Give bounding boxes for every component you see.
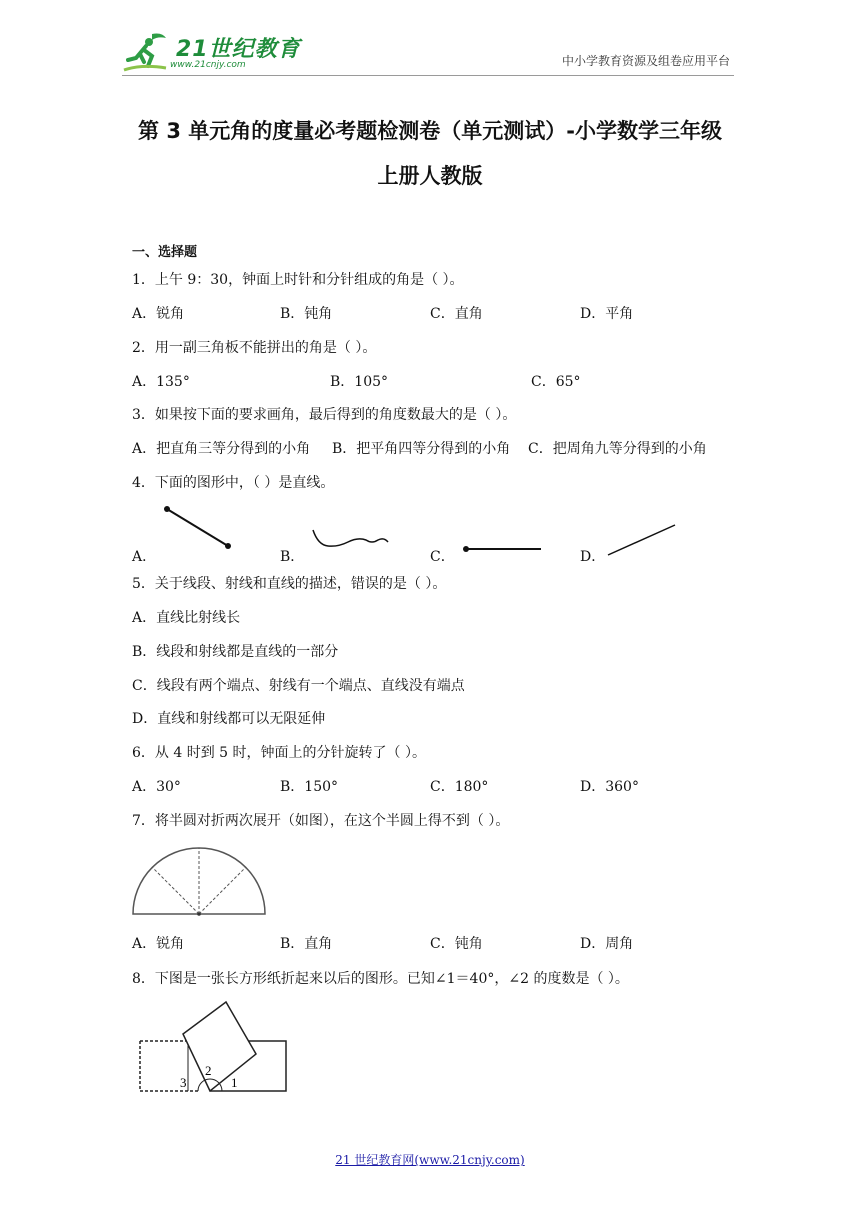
question-stem: 4．下面的图形中，（ ）是直线。: [132, 475, 335, 491]
angle-label-3: 3: [180, 1075, 187, 1090]
logo-url: www.21cnjy.com: [170, 60, 246, 70]
question-stem: 5．关于线段、射线和直线的描述，错误的是（ ）。: [132, 576, 447, 592]
option-b[interactable]: B．线段和射线都是直线的一部分: [132, 644, 339, 660]
footer: [0, 1151, 860, 1168]
question-stem: 3．如果按下面的要求画角，最后得到的角度数最大的是（ ）。: [132, 407, 517, 423]
option-c[interactable]: C．180°: [430, 779, 489, 795]
option-a[interactable]: A．锐角: [132, 936, 185, 952]
logo-text: 21世纪教育: [176, 37, 301, 62]
option-b[interactable]: B．: [280, 549, 305, 565]
segment-figure-a: [164, 506, 231, 549]
option-b[interactable]: B．直角: [280, 936, 333, 952]
option-d[interactable]: D．周角: [580, 936, 634, 952]
option-a[interactable]: A．把直角三等分得到的小角: [132, 441, 311, 457]
question-stem: 1．上午 9：30，钟面上时针和分针组成的角是（ ）。: [132, 272, 464, 288]
option-c[interactable]: C．直角: [430, 306, 483, 322]
option-c[interactable]: C．线段有两个端点、射线有一个端点、直线没有端点: [132, 678, 465, 694]
section-heading: 一、选择题: [132, 245, 198, 260]
semicircle-figure: [128, 842, 270, 918]
option-a[interactable]: A．: [132, 549, 157, 565]
option-c[interactable]: C．: [430, 549, 455, 565]
angle-label-2: 2: [205, 1063, 212, 1078]
line-figure-d: [608, 525, 675, 555]
option-c[interactable]: C．65°: [531, 374, 581, 390]
question-stem: 6．从 4 时到 5 时，钟面上的分针旋转了（ ）。: [132, 745, 426, 761]
option-d[interactable]: D．平角: [580, 306, 634, 322]
ray-figure-c: [463, 546, 541, 552]
option-c[interactable]: C．钝角: [430, 936, 483, 952]
platform-name: 中小学教育资源及组卷应用平台: [561, 54, 730, 68]
angle-label-1: 1: [231, 1075, 238, 1090]
option-a[interactable]: A．直线比射线长: [132, 610, 241, 626]
curve-figure-b: [313, 530, 388, 546]
option-d[interactable]: D．: [580, 549, 606, 565]
question-stem: 8．下图是一张长方形纸折起来以后的图形。已知∠1＝40°，∠2 的度数是（ ）。: [132, 971, 629, 987]
question-stem: 2．用一副三角板不能拼出的角是（ ）。: [132, 340, 377, 356]
line-figures: [0, 0, 860, 600]
option-b[interactable]: B．105°: [330, 374, 389, 390]
page-title-line1: 第 3 单元角的度量必考题检测卷（单元测试）-小学数学三年级: [138, 119, 722, 143]
option-b[interactable]: B．把平角四等分得到的小角: [332, 441, 511, 457]
option-a[interactable]: A．锐角: [132, 306, 185, 322]
option-d[interactable]: D．直线和射线都可以无限延伸: [132, 711, 326, 727]
option-a[interactable]: A．135°: [132, 374, 190, 390]
question-stem: 7．将半圆对折两次展开（如图），在这个半圆上得不到（ ）。: [132, 813, 510, 829]
option-c[interactable]: C．把周角九等分得到的小角: [528, 441, 707, 457]
option-a[interactable]: A．30°: [132, 779, 181, 795]
option-b[interactable]: B．钝角: [280, 306, 333, 322]
page-title-line2: 上册人教版: [377, 164, 483, 188]
option-b[interactable]: B．150°: [280, 779, 339, 795]
footer-link[interactable]: 21 世纪教育网(www.21cnjy.com): [335, 1153, 525, 1167]
folded-paper-figure: [128, 996, 298, 1096]
option-d[interactable]: D．360°: [580, 779, 639, 795]
